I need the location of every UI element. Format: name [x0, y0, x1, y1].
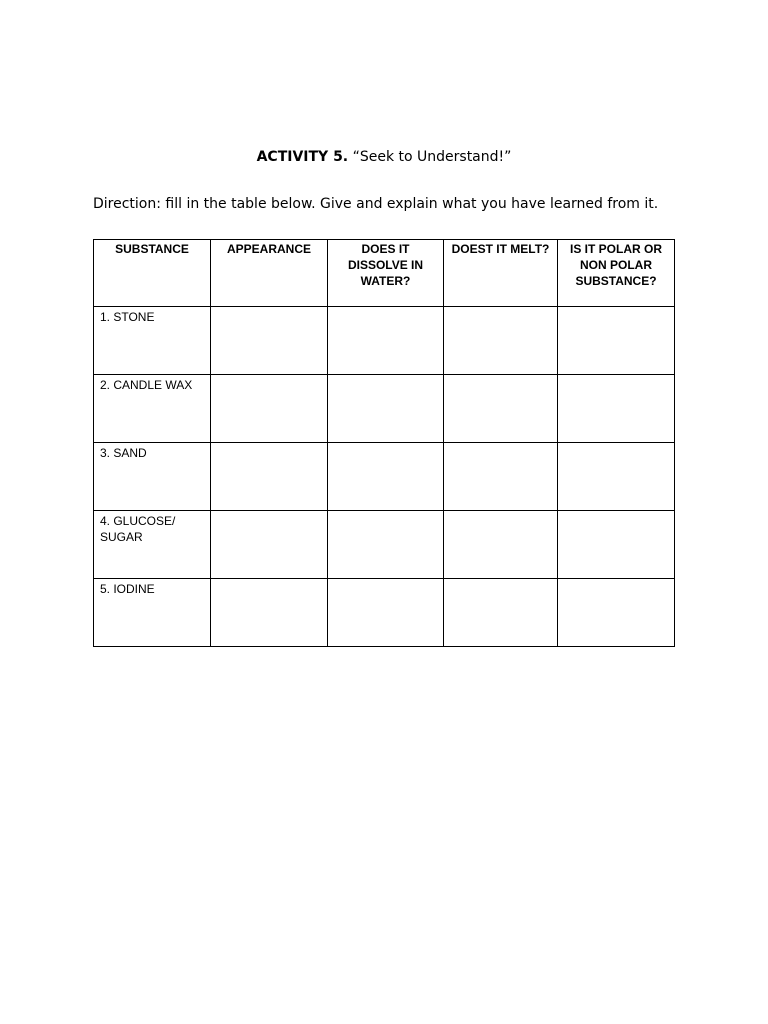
- table-row: [94, 307, 675, 375]
- cell-melt[interactable]: [444, 443, 558, 511]
- cell-polarity[interactable]: [558, 443, 675, 511]
- cell-dissolve[interactable]: [328, 375, 444, 443]
- activity-label: ACTIVITY 5.: [256, 149, 349, 165]
- table-row: [94, 375, 675, 443]
- cell-appearance[interactable]: [211, 511, 328, 579]
- header-substance: SUBSTANCE: [94, 240, 211, 307]
- cell-melt[interactable]: [444, 375, 558, 443]
- table-row: [94, 443, 675, 511]
- cell-substance: 3. SAND: [94, 443, 211, 511]
- header-melt: DOEST IT MELT?: [444, 240, 558, 307]
- cell-dissolve[interactable]: [328, 511, 444, 579]
- cell-substance: 4. GLUCOSE/ SUGAR: [94, 511, 211, 579]
- header-polarity: IS IT POLAR OR NON POLAR SUBSTANCE?: [558, 240, 675, 307]
- cell-appearance[interactable]: [211, 307, 328, 375]
- header-dissolve: DOES IT DISSOLVE IN WATER?: [328, 240, 444, 307]
- cell-polarity[interactable]: [558, 375, 675, 443]
- cell-melt[interactable]: [444, 579, 558, 647]
- table-row: [94, 579, 675, 647]
- cell-substance: 2. CANDLE WAX: [94, 375, 211, 443]
- cell-dissolve[interactable]: [328, 307, 444, 375]
- cell-polarity[interactable]: [558, 511, 675, 579]
- cell-dissolve[interactable]: [328, 579, 444, 647]
- activity-title: [0, 147, 768, 167]
- activity-subtitle: “Seek to Understand!”: [352, 149, 512, 165]
- cell-polarity[interactable]: [558, 307, 675, 375]
- cell-melt[interactable]: [444, 511, 558, 579]
- cell-dissolve[interactable]: [328, 443, 444, 511]
- cell-appearance[interactable]: [211, 443, 328, 511]
- direction-text: Direction: fill in the table below. Give and explain what you have learned from it.: [93, 196, 659, 212]
- cell-appearance[interactable]: [211, 579, 328, 647]
- cell-polarity[interactable]: [558, 579, 675, 647]
- cell-melt[interactable]: [444, 307, 558, 375]
- substance-table: [93, 239, 675, 647]
- table-header-row: [94, 240, 675, 307]
- header-appearance: APPEARANCE: [211, 240, 328, 307]
- cell-appearance[interactable]: [211, 375, 328, 443]
- cell-substance: 1. STONE: [94, 307, 211, 375]
- table-row: [94, 511, 675, 579]
- cell-substance: 5. IODINE: [94, 579, 211, 647]
